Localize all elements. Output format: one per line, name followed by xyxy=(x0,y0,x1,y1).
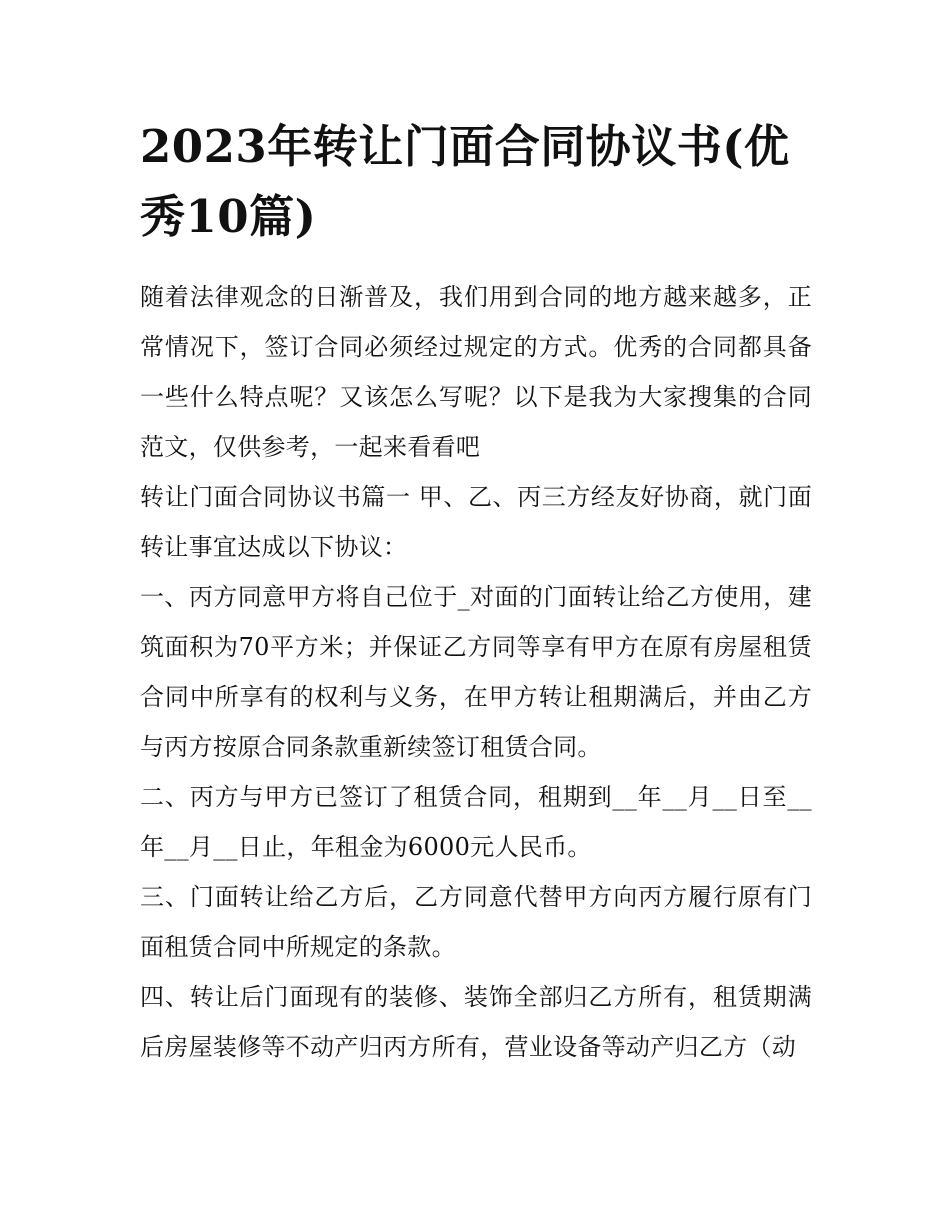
clause-4-paragraph: 四、转让后门面现有的装修、装饰全部归乙方所有，租赁期满后房屋装修等不动产归丙方所有，营业设备等动产归乙方（动 xyxy=(140,983,812,1061)
clause-1-paragraph: 一、丙方同意甲方将自己位于_对面的门面转让给乙方使用，建筑面积为70平方米；并保证乙方同等享有甲方在原有房屋租赁合同中所享有的权利与义务，在甲方转让租期满后，并由乙方与丙方按原合同条款重新续签订租赁合同。 xyxy=(140,583,812,761)
document-title: 2023年转让门面合同协议书(优秀10篇) xyxy=(140,120,790,243)
intro-paragraph: 随着法律观念的日渐普及，我们用到合同的地方越来越多，正常情况下，签订合同必须经过规定的方式。优秀的合同都具备一些什么特点呢？又该怎么写呢？以下是我为大家搜集的合同范文，仅供参考，一起来看看吧 xyxy=(140,283,812,461)
clause-2-paragraph: 二、丙方与甲方已签订了租赁合同，租期到__年__月__日至__年__月__日止，年租金为6000元人民币。 xyxy=(140,783,812,861)
clause-3-paragraph: 三、门面转让给乙方后，乙方同意代替甲方向丙方履行原有门面租赁合同中所规定的条款。 xyxy=(140,883,812,961)
document-page xyxy=(140,112,812,1072)
section-heading-paragraph: 转让门面合同协议书篇一 甲、乙、丙三方经友好协商，就门面转让事宜达成以下协议： xyxy=(140,483,812,561)
